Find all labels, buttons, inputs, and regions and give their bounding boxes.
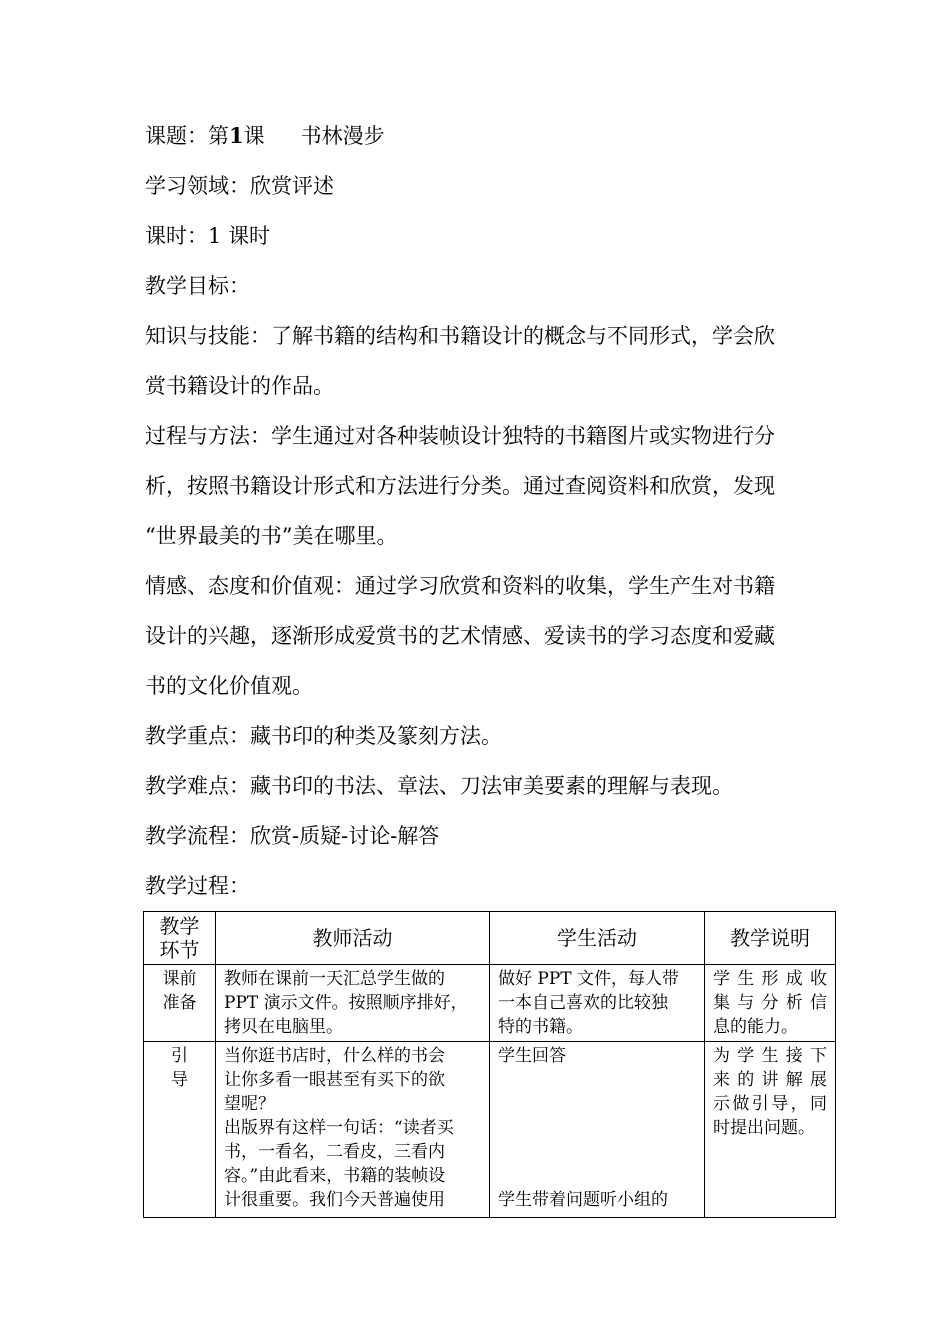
stage-cell: 引 导 <box>144 1042 216 1218</box>
class-hours: 课时：1 课时 <box>145 224 271 248</box>
teaching-note-cell: 为学生接下 来的讲解展 示做引导，同 时提出问题。 <box>705 1042 836 1218</box>
header-student-activity: 学生活动 <box>490 912 705 965</box>
student-activity-cell: 学生回答 学生带着问题听小组的 <box>490 1042 705 1218</box>
header-teacher-activity: 教师活动 <box>216 912 490 965</box>
key-point: 教学重点：藏书印的种类及篆刻方法。 <box>145 724 502 748</box>
table-header-row <box>144 912 836 965</box>
objective-process: 过程与方法：学生通过对各种装帧设计独特的书籍图片或实物进行分 析，按照书籍设计形式和方法进行分类。通过查阅资料和欣赏，发现 “世界最美的书”美在哪里。 <box>145 424 775 548</box>
learning-domain: 学习领域：欣赏评述 <box>145 174 334 198</box>
objectives-heading: 教学目标： <box>145 274 250 298</box>
student-activity-cell: 做好 PPT 文件，每人带 一本自己喜欢的比较独 特的书籍。 <box>490 965 705 1042</box>
table-row <box>144 965 836 1042</box>
process-heading: 教学过程： <box>145 874 250 898</box>
table-row <box>144 1042 836 1218</box>
teacher-activity-cell: 当你逛书店时，什么样的书会 让你多看一眼甚至有买下的欲 望呢？ 出版界有这样一句话：“读者买 书，一看名，二看皮，三看内 容。”由此看来，书籍的装帧设 计很重要。我们今天普遍使用 <box>216 1042 490 1218</box>
teaching-note-cell: 学生形成收 集与分析信 息的能力。 <box>705 965 836 1042</box>
teacher-activity-cell: 教师在课前一天汇总学生做的 PPT 演示文件。按照顺序排好， 拷贝在电脑里。 <box>216 965 490 1042</box>
objective-emotion: 情感、态度和价值观：通过学习欣赏和资料的收集，学生产生对书籍 设计的兴趣，逐渐形成爱赏书的艺术情感、爱读书的学习态度和爱藏 书的文化价值观。 <box>145 574 775 698</box>
lesson-topic: 课题：第1课 书林漫步 <box>145 123 385 148</box>
difficulty: 教学难点：藏书印的书法、章法、刀法审美要素的理解与表现。 <box>145 774 733 798</box>
teaching-flow: 教学流程：欣赏-质疑-讨论-解答 <box>145 824 440 848</box>
teaching-process-table <box>143 911 836 1218</box>
objective-knowledge: 知识与技能：了解书籍的结构和书籍设计的概念与不同形式，学会欣 赏书籍设计的作品。 <box>145 324 775 398</box>
header-teaching-note: 教学说明 <box>705 912 836 965</box>
header-stage: 教学 环节 <box>144 912 216 965</box>
stage-cell: 课前 准备 <box>144 965 216 1042</box>
